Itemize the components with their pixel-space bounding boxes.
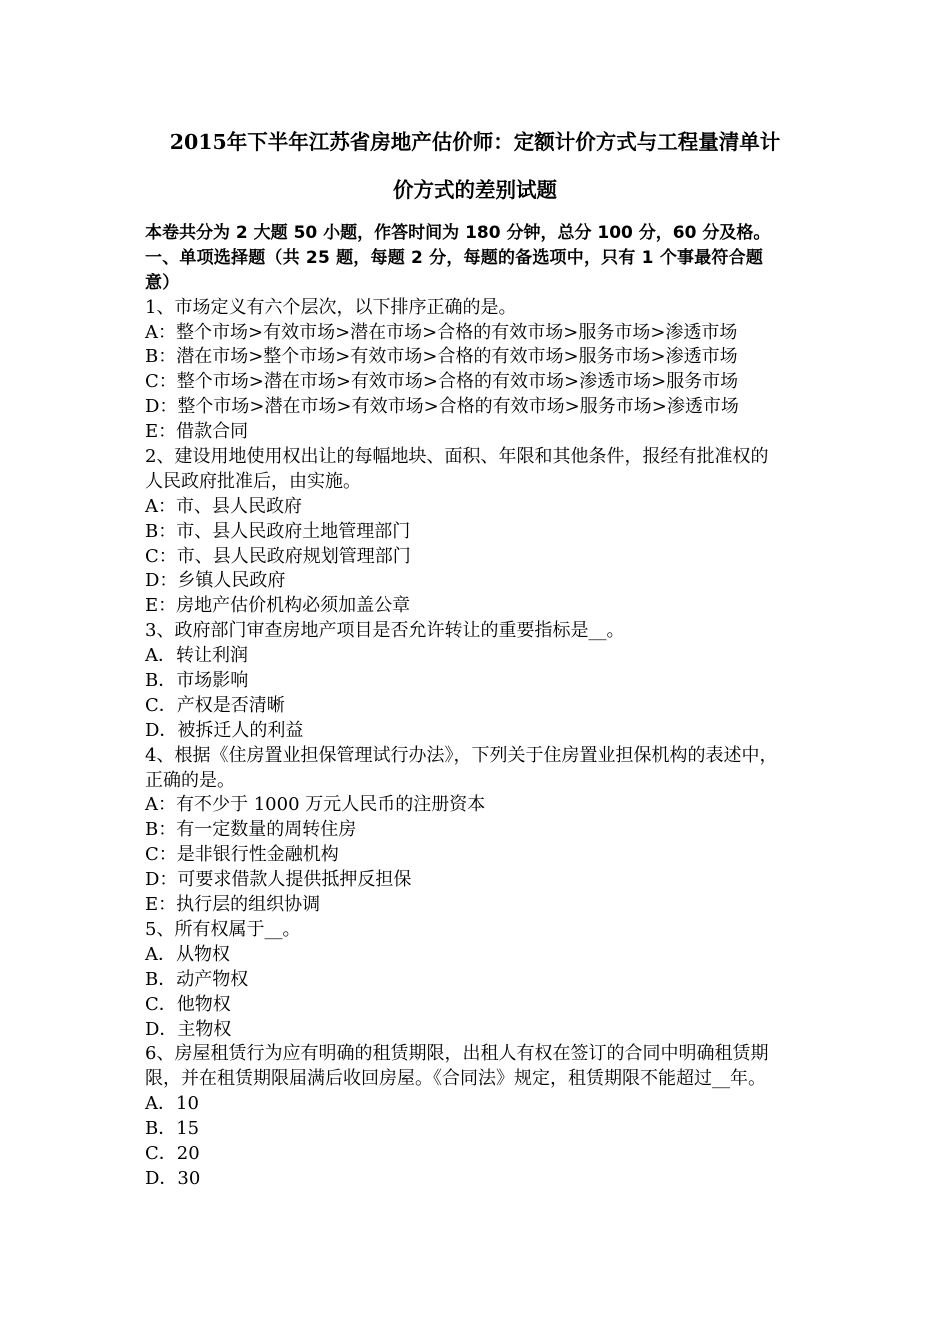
question-4-option-e: E：执行层的组织协调 (145, 894, 321, 916)
question-6-option-b: B．15 (145, 1118, 200, 1140)
question-2-text-line-2: 人民政府批准后，由实施。 (145, 470, 361, 492)
question-2-option-d: D：乡镇人民政府 (145, 570, 286, 592)
section-heading-line-1: 一、单项选择题（共 25 题，每题 2 分，每题的备选项中，只有 1 个事最符合题 (145, 247, 764, 268)
question-5-option-a: A．从物权 (145, 943, 230, 965)
question-4-option-d: D：可要求借款人提供抵押反担保 (145, 869, 412, 891)
question-4-option-c: C：是非银行性金融机构 (145, 844, 339, 866)
question-6-option-d: D．30 (145, 1167, 201, 1189)
question-6-text-line-2: 限，并在租赁期限届满后收回房屋。《合同法》规定，租赁期限不能超过__年。 (145, 1068, 766, 1090)
question-2-option-b: B：市、县人民政府土地管理部门 (145, 520, 411, 542)
question-6-text-line-1: 6、房屋租赁行为应有明确的租赁期限，出租人有权在签订的合同中明确租赁期 (145, 1043, 769, 1065)
exam-intro: 本卷共分为 2 大题 50 小题，作答时间为 180 分钟，总分 100 分，60 分及格。 (145, 223, 771, 243)
question-4-text-line-1: 4、根据《住房置业担保管理试行办法》，下列关于住房置业担保机构的表述中， (145, 744, 778, 766)
question-1-option-c: C：整个市场>潜在市场>有效市场>合格的有效市场>渗透市场>服务市场 (145, 371, 739, 393)
question-1-text: 1、市场定义有六个层次，以下排序正确的是。 (145, 296, 517, 318)
question-4-text-line-2: 正确的是。 (145, 769, 235, 791)
question-4-option-b: B：有一定数量的周转住房 (145, 819, 357, 841)
question-2-text-line-1: 2、建设用地使用权出让的每幅地块、面积、年限和其他条件，报经有批准权的 (145, 446, 769, 468)
question-3-option-c: C．产权是否清晰 (145, 694, 285, 716)
question-1-option-b: B：潜在市场>整个市场>有效市场>合格的有效市场>服务市场>渗透市场 (145, 346, 738, 368)
question-2-option-e: E：房地产估价机构必须加盖公章 (145, 595, 411, 617)
document-title-line-1: 2015年下半年江苏省房地产估价师：定额计价方式与工程量清单计 (169, 130, 781, 154)
question-2-option-c: C：市、县人民政府规划管理部门 (145, 545, 411, 567)
question-3-option-a: A．转让利润 (145, 645, 248, 667)
question-2-option-a: A：市、县人民政府 (145, 495, 302, 517)
question-1-option-e: E：借款合同 (145, 421, 249, 443)
question-5-option-d: D．主物权 (145, 1018, 232, 1040)
question-6-option-a: A．10 (145, 1093, 199, 1115)
document-title-line-2: 价方式的差别试题 (393, 178, 557, 202)
question-4-option-a: A：有不少于 1000 万元人民币的注册资本 (145, 794, 486, 816)
question-5-text: 5、所有权属于__。 (145, 918, 301, 940)
section-heading-line-2: 意） (145, 272, 180, 293)
question-3-option-d: D．被拆迁人的利益 (145, 719, 304, 741)
question-1-option-a: A：整个市场>有效市场>潜在市场>合格的有效市场>服务市场>渗透市场 (145, 321, 738, 343)
question-1-option-d: D：整个市场>潜在市场>有效市场>合格的有效市场>服务市场>渗透市场 (145, 396, 739, 418)
question-3-option-b: B．市场影响 (145, 670, 249, 692)
question-5-option-b: B．动产物权 (145, 968, 249, 990)
document-body (145, 221, 810, 1192)
question-6-option-c: C．20 (145, 1142, 200, 1164)
question-3-text: 3、政府部门审查房地产项目是否允许转让的重要指标是__。 (145, 620, 625, 642)
question-5-option-c: C．他物权 (145, 993, 231, 1015)
